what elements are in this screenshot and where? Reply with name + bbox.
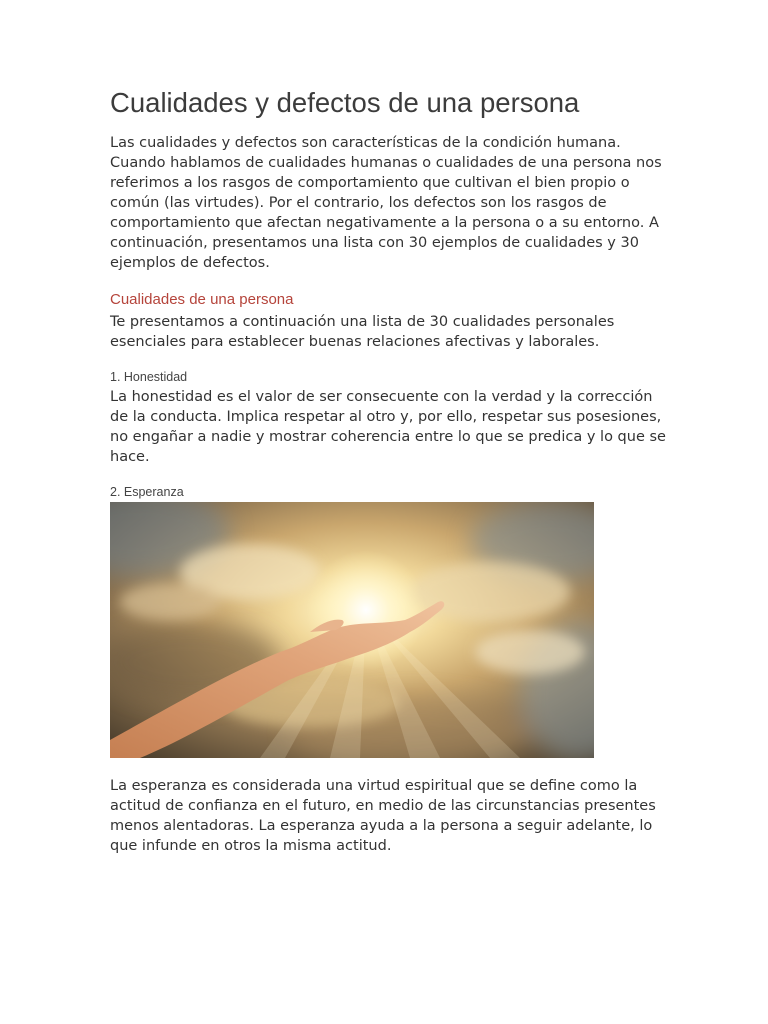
item-text-esperanza: La esperanza es considerada una virtud espiritual que se define como la actitud de confianza en el futuro, en medio de las circunstancias presentes menos alentadoras. La esperanza ayuda a la persona a seguir adelante, lo que infunde en otros la misma actitud. <box>110 778 656 854</box>
section-intro-paragraph: Te presentamos a continuación una lista de 30 cualidades personales esenciales para establecer buenas relaciones afectivas y laborales. <box>110 314 615 350</box>
page-title: Cualidades y defectos de una persona <box>110 87 580 118</box>
item-heading-honestidad: 1. Honestidad <box>110 370 188 384</box>
item-text-honestidad: La honestidad es el valor de ser consecuente con la verdad y la corrección de la conducta. Implica respetar al otro y, por ello, respetar sus posesiones, no engañar a nadie y mostrar coherencia entre lo que se predica y lo que se hace. <box>110 389 666 465</box>
item-heading-esperanza: 2. Esperanza <box>110 485 184 499</box>
hope-photo <box>110 502 594 758</box>
intro-paragraph: Las cualidades y defectos son características de la condición humana. Cuando hablamos de cualidades humanas o cualidades de una persona nos referimos a los rasgos de comportamiento que cultivan el bien propio o común (las virtudes). Por el contrario, los defectos son los rasgos de comportamiento que afectan negativamente a la persona o a su entorno. A continuación, presentamos una lista con 30 ejemplos de cualidades y 30 ejemplos de defectos. <box>110 135 662 271</box>
section-heading: Cualidades de una persona <box>110 291 294 308</box>
